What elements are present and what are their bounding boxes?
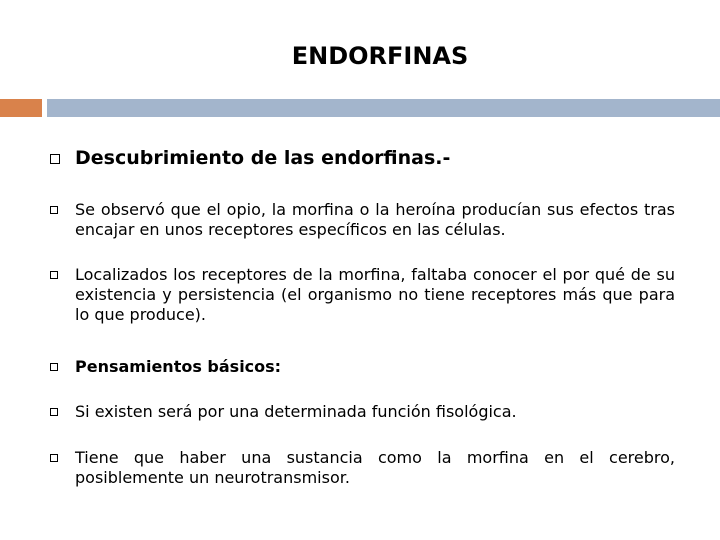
hollow-square-bullet-icon [50,271,58,279]
accent-bar-blue [47,99,720,117]
hollow-square-bullet-icon [50,154,60,164]
hollow-square-bullet-icon [50,363,58,371]
bullet-text: Pensamientos básicos: [75,357,282,376]
accent-bar-orange [0,99,42,117]
bullet-text: Tiene que haber una sustancia como la morfina en el cerebro, posiblemente un neurotransmisor. [75,448,675,487]
bullet-text: Descubrimiento de las endorfinas.- [75,147,451,169]
bullet-text: Se observó que el opio, la morfina o la heroína producían sus efectos tras encajar en unos receptores específicos en las células. [75,200,675,239]
bullet-text: Localizados los receptores de la morfina, faltaba conocer el por qué de su existencia y persistencia (el organismo no tiene receptores más que para lo que produce). [75,265,675,324]
slide-title: ENDORFINAS [291,42,469,70]
hollow-square-bullet-icon [50,454,58,462]
bullet-text: Si existen será por una determinada función fisológica. [75,402,517,421]
hollow-square-bullet-icon [50,206,58,214]
hollow-square-bullet-icon [50,408,58,416]
